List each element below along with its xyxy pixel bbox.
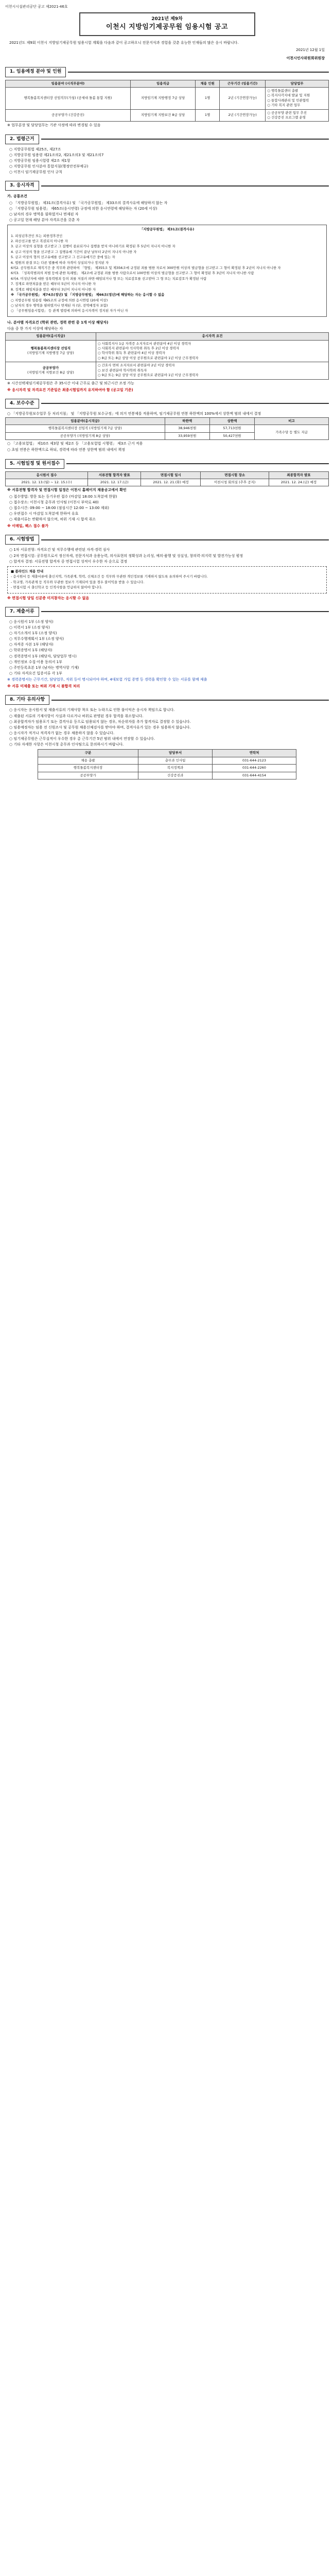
table-cell: 이천시청 회의실 (추후 공지)	[201, 479, 269, 486]
box-line: - 학교명, 가족관계 등 직무와 무관한 정보가 기재되어 있을 경우 불이익을 받을 수 있습니다.	[11, 580, 145, 584]
salary-footnote: ○ 「고용보험법」 제10조 제3항 및 제2조 등 「고용보험법 시행령」 제3조 근거 적용	[7, 442, 143, 446]
list-item: ○ 1차 서류전형: 자격요건 및 직무수행에 관련된 자격·경력 심사	[9, 548, 110, 552]
application-red-note: ※ 이메일, 팩스 접수 불가	[7, 524, 49, 529]
disqualification-title: 「지방공무원법」 제31조(결격사유)	[139, 227, 195, 232]
list-item: ○ 접수방법: 방문 또는 등기우편 접수 (마감일 18:00 도착분에 한함)	[9, 494, 117, 499]
table-header: 채용 인원	[196, 80, 220, 87]
phone-number: 031-644-2260	[212, 765, 296, 772]
list-item: ○ 최종합격자가 임용포기 또는 결격사유 등으로 임용되지 않는 경우, 차순위자를 추가 합격자로 결정할 수 있습니다.	[9, 719, 191, 724]
qual-req: ○ 간호사 면허 소지자로서 관련분야 2년 이상 경력자	[97, 363, 175, 368]
qualification-red-note: ※ 응시자격 및 자격요건 기준일은 최종시험일까지 유지하여야 함 (공고일 기준)	[7, 387, 133, 392]
blind-hiring-box	[7, 566, 327, 594]
table-row	[6, 109, 329, 122]
duty-item: ○ 공공부양 관련 업무 추진	[267, 110, 307, 115]
section-8-heading	[5, 695, 329, 705]
table-cell: 가족수당 등 별도 지급	[255, 425, 329, 440]
qual-field: 공공부양가	[42, 365, 59, 370]
list-item: ○ 지방공무원 임용령 제21조의2, 제21조의3 및 제21조의7	[9, 152, 104, 157]
table-header: 응시원서 접수	[6, 471, 88, 479]
section-4-title: 4. 보수수준	[5, 399, 39, 409]
section-5-title: 5. 시험일정 및 원서접수	[5, 459, 64, 469]
table-cell: 채용 총괄	[38, 757, 138, 764]
documents-blue-note: ※ 경력증명서는 근무기간, 담당업무, 직위 등이 명시되어야 하며, 4대보험 가입 증명 등 경력을 확인할 수 있는 서류를 함께 제출	[7, 677, 207, 682]
table-cell: 50,427천원	[209, 432, 254, 439]
list-item: ○ 개인정보 수집·이용 동의서 1부	[9, 659, 62, 664]
box-line: 2. 파산선고를 받고 복권되지 아니한 자	[11, 239, 68, 243]
box-line: ○ 지방공무원 임용령 제65조의 규정에 의한 응시연령 (20세 이상)	[11, 298, 108, 302]
table-row	[38, 772, 296, 779]
table-cell: 38,946천원	[165, 425, 209, 432]
list-item: ○ 「지방공무원 임용령」 제65조(응시연령) 규정에 의한 응시연령에 해당하는 자 (20세 이상)	[9, 206, 157, 211]
phone-number: 031-644-4154	[212, 772, 296, 779]
table-header: 임용분야(응시직급)	[6, 333, 96, 340]
table-header: 근무기간 (임용기간)	[220, 80, 266, 87]
title-line2: 이천시 지방임기제공무원 임용시험 공고	[106, 23, 228, 31]
list-item: ○ 응시원서 1부 (소정 양식)	[9, 619, 54, 624]
list-item: ○ 경력증명서 1부 (해당자, 담당업무 명시)	[9, 654, 77, 658]
box-line: 3. 금고 이상의 실형을 선고받고 그 집행이 종료되거나 집행을 받지 아니하기로 확정된 후 5년이 지나지 아니한 자	[11, 244, 175, 249]
list-item: ○ 임용예정자는 임용 전 신원조사 및 공무원 채용신체검사를 받아야 하며, 결격사유가 있는 경우 임용하지 않습니다.	[9, 725, 191, 730]
common-conditions-heading: 가. 공통조건	[7, 194, 27, 199]
list-item: ○ 직무수행계획서 1부 (소정 양식)	[9, 637, 64, 641]
qual-req: ○ 8급 또는 8급 상당 이상 공무원으로 관련분야 1년 이상 근무경력자	[97, 355, 199, 360]
box-line: - 응시원서 등 제출서류에 출신지역, 가족관계, 학력, 신체조건 등 직무와 무관한 개인정보를 기재하지 않도록 유의하여 주시기 바랍니다.	[11, 574, 208, 579]
notice-date: 2021년 12월 1일	[296, 48, 325, 53]
field-qualifications-note: 다음 중 한 가지 이상에 해당하는 자	[7, 326, 63, 331]
field-qualifications-heading: 나. 분야별 자격요건 (학위 관련, 경력 관련 중 1개 이상 해당자)	[7, 320, 109, 325]
list-item: ○ 남자의 경우 병역을 필하였거나 면제된 자	[9, 212, 79, 216]
box-line: 6의2. 공무원으로 재직기간 중 직무와 관련하여 「형법」 제355조 및 제356조에 규정된 죄를 범한 자로서 300만원 이상의 벌금형을 선고받고 그 형이 확정된 후 2년이 지나지 아니한 자	[11, 266, 281, 270]
qual-grade: (지방임기제 지방행정 7급 상당)	[27, 351, 74, 355]
table-cell: 건강증진과	[138, 772, 213, 779]
section-2-title: 2. 법령근거	[5, 134, 39, 144]
notice-number: 이천시시설관리공단 공고 제2021-46호	[5, 5, 68, 9]
list-item: ○ 제출서류는 반환하지 않으며, 허위 기재 시 합격 취소	[9, 517, 96, 522]
exam-method-list	[5, 547, 329, 564]
table-cell	[96, 362, 328, 379]
section-6-heading	[5, 535, 329, 545]
list-item: ○ 제출된 서류의 기재사항이 사실과 다르거나 허위로 판명된 경우 합격을 취소합니다.	[9, 714, 144, 718]
table-cell: 33,959천원	[165, 432, 209, 439]
section-8-title: 8. 기타 유의사항	[5, 695, 49, 705]
disqualification-box	[7, 225, 327, 317]
table-header: 구분	[38, 750, 138, 757]
exam-red-note: ※ 면접시험 당일 신분증 미지참자는 응시할 수 없음	[7, 596, 90, 600]
section-3-heading	[5, 181, 329, 191]
table-header: 서류전형 합격자 발표	[88, 471, 141, 479]
box-line: 5. 금고 이상의 형의 선고유예를 선고받고 그 선고유예기간 중에 있는 자	[11, 255, 115, 260]
common-conditions-list	[5, 200, 329, 223]
list-item: ○ 「지방공무원법」 제31조(결격사유) 및 「국가공무원법」 제33조의 결격사유에 해당하지 않는 자	[9, 200, 168, 205]
table-row	[6, 362, 329, 379]
position-table	[5, 80, 329, 122]
table-cell	[266, 87, 329, 109]
section-1-heading	[5, 67, 329, 77]
duty-item: ○ 통합사례관리 및 민관협력	[267, 98, 309, 103]
box-line: 6의3. 「성폭력범죄의 처벌 등에 관한 특례법」 제2조에 규정된 죄를 범한 사람으로서 100만원 이상의 벌금형을 선고받고 그 형이 확정된 후 3년이 지나지 아니한 사람	[11, 271, 254, 276]
title-box	[79, 12, 255, 36]
table-cell: 2021. 12. 24.(금) 예정	[269, 479, 328, 486]
box-line: ○ 남자의 경우 병역을 필하였거나 면제된 자 (단, 전역예정자 포함)	[11, 303, 108, 308]
table-row	[6, 479, 329, 486]
list-item: ○ 기타 자세한 사항은 이천시청 총무과 인사팀으로 문의하시기 바랍니다.	[9, 742, 124, 747]
qual-req: ○ 사회복지사 1급 자격증 소지자로서 관련분야 4년 이상 경력자	[97, 341, 191, 346]
list-item: ○ 응시자는 응시원서 및 제출서류의 기재사항 착오 또는 누락으로 인한 불이익은 응시자 책임으로 합니다.	[9, 708, 175, 713]
notice-page	[0, 0, 334, 787]
table-cell: 2년 (기간연장가능)	[220, 87, 266, 109]
salary-table	[5, 417, 329, 440]
section-7-title: 7. 제출서류	[5, 607, 39, 617]
table-cell: 행복돌봄복지센터장 선임직 (지방임기제 7급 상당)	[6, 425, 165, 432]
table-header: 최종합격자 발표	[269, 471, 328, 479]
box-line: - 면접시험 시 출신학교 등 인적사항을 언급하지 않아야 합니다.	[11, 585, 102, 590]
list-item: ○ 접수장소: 이천시청 총무과 인사팀 (이천시 부악로 40)	[9, 500, 99, 504]
deadline-note: ※ 시간선택제임기제공무원은 주 35시간 이내 근무로 출근 및 퇴근시간 조정 가능	[7, 381, 134, 385]
phone-number: 031-644-2123	[212, 757, 296, 764]
table-cell: 공공부양가 (지방임기제 8급 상당)	[6, 432, 165, 439]
table-cell	[6, 340, 96, 362]
salary-footnote-2: ○ 초임 연봉은 하한액으로 하되, 경력에 따라 연봉 상한액 범위 내에서 책정	[7, 448, 125, 452]
table-header: 임용직급	[130, 80, 195, 87]
table-row	[38, 757, 296, 764]
section-2-heading	[5, 134, 329, 144]
box-line: 4. 금고 이상의 형을 선고받고 그 집행유예 기간이 끝난 날부터 2년이 지나지 아니한 자	[11, 249, 137, 254]
intro-text: 2021년도 제9회 이천시 지방임기제공무원 임용시험 계획을 다음과 같이 공고하오니 전문지식과 경험을 갖춘 유능한 인재들의 많은 응시 바랍니다.	[9, 41, 239, 45]
schedule-note: ※ 서류전형 합격자 및 면접시험 일정은 이천시 홈페이지 채용공고에서 확인	[7, 488, 127, 493]
list-item: ○ 지방공무원 인사분야 통합지침(행정안전부예규)	[9, 164, 89, 169]
duty-item: ○ 건강증진 프로그램 운영	[267, 115, 306, 120]
table-header: 하한액	[165, 417, 209, 425]
qual-req: ○ 9급 또는 9급 상당 이상 공무원으로 관련분야 1년 이상 근무경력자	[97, 373, 199, 378]
table-cell: 1명	[196, 109, 220, 122]
table-header: 담당부서	[138, 750, 213, 757]
table-cell: 2021. 12. 17.(금)	[88, 479, 141, 486]
section-4-heading	[5, 399, 329, 409]
duty-item: ○ 행복돌봄센터 총괄	[267, 88, 298, 93]
salary-intro: ○ 「지방공무원보수업무 등 처리지침」 및 「지방공무원 보수규정」에 의거 연봉제를 적용하며, 임기제공무원 연봉 하한액의 100%에서 상한액 범위 내에서 결정	[7, 411, 261, 416]
table-cell: 2021. 12. 21.(화) 예정	[141, 479, 201, 486]
table-row	[38, 765, 296, 772]
section-3-title: 3. 응시자격	[5, 181, 39, 191]
table-row	[6, 87, 329, 109]
section-1-title: 1. 임용예정 분야 및 인원	[5, 67, 66, 77]
table-cell: 2년 (기간연장가능)	[220, 109, 266, 122]
qual-req: ○ 사회복지 관련분야 석사학위 취득 후 2년 이상 경력자	[97, 346, 180, 350]
list-item: ○ 이천시 임기제공무원 인사 규칙	[9, 170, 62, 175]
list-item: ○ 자격증 사본 1부 (해당자)	[9, 642, 54, 647]
table-header: 상한액	[209, 417, 254, 425]
qual-grade: (지방임기제 지방보건 8급 상당)	[27, 370, 74, 375]
duty-item: ○ 기타 복지 관련 업무	[267, 103, 301, 108]
documents-red-note: ※ 서류 미제출 또는 허위 기재 시 불합격 처리	[7, 684, 80, 689]
list-item: ○ 학위증명서 1부 (해당자)	[9, 648, 52, 653]
qualification-table	[5, 332, 329, 379]
section-7-heading	[5, 607, 329, 617]
table-header: 임용분야 (시직무분야)	[6, 80, 131, 87]
list-item: ○ 임기제공무원은 근무실적이 우수한 경우 총 근무기간 5년 범위 내에서 연장할 수 있습니다.	[9, 737, 155, 741]
list-item: ○ 응시자가 적거나 적격자가 없는 경우 채용하지 않을 수 있습니다.	[9, 731, 115, 736]
table-cell: 행복돌봄복지센터장	[38, 765, 138, 772]
table-row	[6, 340, 329, 362]
box-line: ■ 블라인드 채용 안내	[11, 569, 44, 573]
table-row	[6, 425, 329, 432]
box-line: 8. 징계로 해임처분을 받은 때부터 3년이 지나지 아니한 자	[11, 287, 96, 292]
qual-req: ○ 보건 관련분야 학사학위 취득자	[97, 368, 147, 372]
contact-table	[38, 749, 296, 779]
duty-item: ○ 복지사각지대 발굴 및 지원	[267, 93, 310, 98]
table-cell	[6, 362, 96, 379]
box-note: ※ 「국가공무원법」 제74조(정년) 및 「지방공무원법」 제66조(정년)에 해당하는 자는 응시할 수 없음	[11, 293, 165, 297]
table-cell	[96, 340, 328, 362]
box-line: 6. 법원의 판결 또는 다른 법률에 따라 자격이 상실되거나 정지된 자	[11, 260, 109, 265]
list-item: ○ 기타 자격요건 입증서류 각 1부	[9, 671, 62, 675]
section-1-footnote: ※ 업무분장 및 담당업무는 기관 사정에 따라 변경될 수 있음	[7, 123, 101, 128]
section-6-title: 6. 시험방법	[5, 535, 39, 545]
list-item: ○ 지방공무원법 제25조, 제27조	[9, 147, 61, 151]
notes-list	[5, 707, 329, 747]
qual-req: ○ 학사학위 취득 후 관련분야 4년 이상 경력자	[97, 351, 165, 355]
list-item: ○ 접수시간: 09:00 ~ 18:00 (점심시간 12:00 ~ 13:00 제외)	[9, 505, 109, 510]
table-header: 담당업무	[266, 80, 329, 87]
table-header: 면접시험 장소	[201, 471, 269, 479]
table-cell: 지방임기제 지방보건 8급 상당	[130, 109, 195, 122]
title-line1: 2021년 제9차	[151, 16, 183, 22]
schedule-table	[5, 471, 329, 487]
table-cell: 57,713천원	[209, 425, 254, 432]
table-cell: 지방임기제 지방행정 7급 상당	[130, 87, 195, 109]
list-item: ○ 이력서 1부 (소정 양식)	[9, 625, 50, 630]
documents-list	[5, 619, 329, 676]
table-header: 비고	[255, 417, 329, 425]
list-item: ○ 지방공무원 임용시험령 제2조 제1항	[9, 158, 71, 163]
list-item: ○ 공고일 현재 해당 분야 자격요건을 갖춘 자	[9, 217, 80, 222]
qual-field: 행복돌봄복지센터장 선임직	[30, 346, 71, 350]
table-cell: 1명	[196, 87, 220, 109]
box-line: 1. 피성년후견인 또는 피한정후견인	[11, 233, 63, 238]
table-cell: 2021. 12. 13.(월) ~ 12. 15.(수)	[6, 479, 88, 486]
application-list	[5, 494, 329, 522]
list-item: ○ 우편접수 시 마감일 도착분에 한하여 유효	[9, 511, 79, 516]
issuer: 이천시인사위원회위원장	[286, 56, 325, 61]
table-header: 응시자격 요건	[96, 333, 328, 340]
table-cell: 복지정책과	[138, 765, 213, 772]
list-item: ○ 자기소개서 1부 (소정 양식)	[9, 631, 57, 636]
list-item: ○ 2차 면접시험: 공무원으로서 정신자세, 전문지식과 응용능력, 의사표현의 정확성과 논리성, 예의·품행 및 성실성, 창의력·의지력 및 발전가능성 평정	[9, 553, 243, 558]
list-item: ○ 합격자 결정: 서류전형 합격자 중 면접시험 성적이 우수한 자 순으로 결정	[9, 559, 128, 564]
section-5-heading	[5, 459, 329, 469]
table-cell: 총무과 인사팀	[138, 757, 213, 764]
box-line: 7. 징계로 파면처분을 받은 때부터 5년이 지나지 아니한 자	[11, 282, 96, 286]
box-line: ○ 「공무원임용시험령」 등 관계 법령에 의하여 응시자격이 정지된 자가 아닌 자	[11, 309, 128, 313]
table-cell	[266, 109, 329, 122]
list-item: ○ 주민등록초본 1부 (남자는 병역사항 기재)	[9, 665, 79, 670]
table-header: 연락처	[212, 750, 296, 757]
box-line: 6의4. 미성년자에 대한 성폭력범죄 등의 죄를 저질러 파면·해임되거나 형 또는 치료감호를 선고받아 그 형 또는 치료감호가 확정된 사람	[11, 276, 207, 281]
table-cell: 공공부양가 (건강증진)	[6, 109, 131, 122]
table-header: 임용분야(응시직급)	[6, 417, 165, 425]
table-header: 면접시험 일시	[141, 471, 201, 479]
legal-basis-list	[5, 147, 329, 175]
table-cell: 공공부양가	[38, 772, 138, 779]
table-cell: 행복돌봄복지센터장 선임직무(가칭) (공세대 돌봄 통합 지원)	[6, 87, 131, 109]
